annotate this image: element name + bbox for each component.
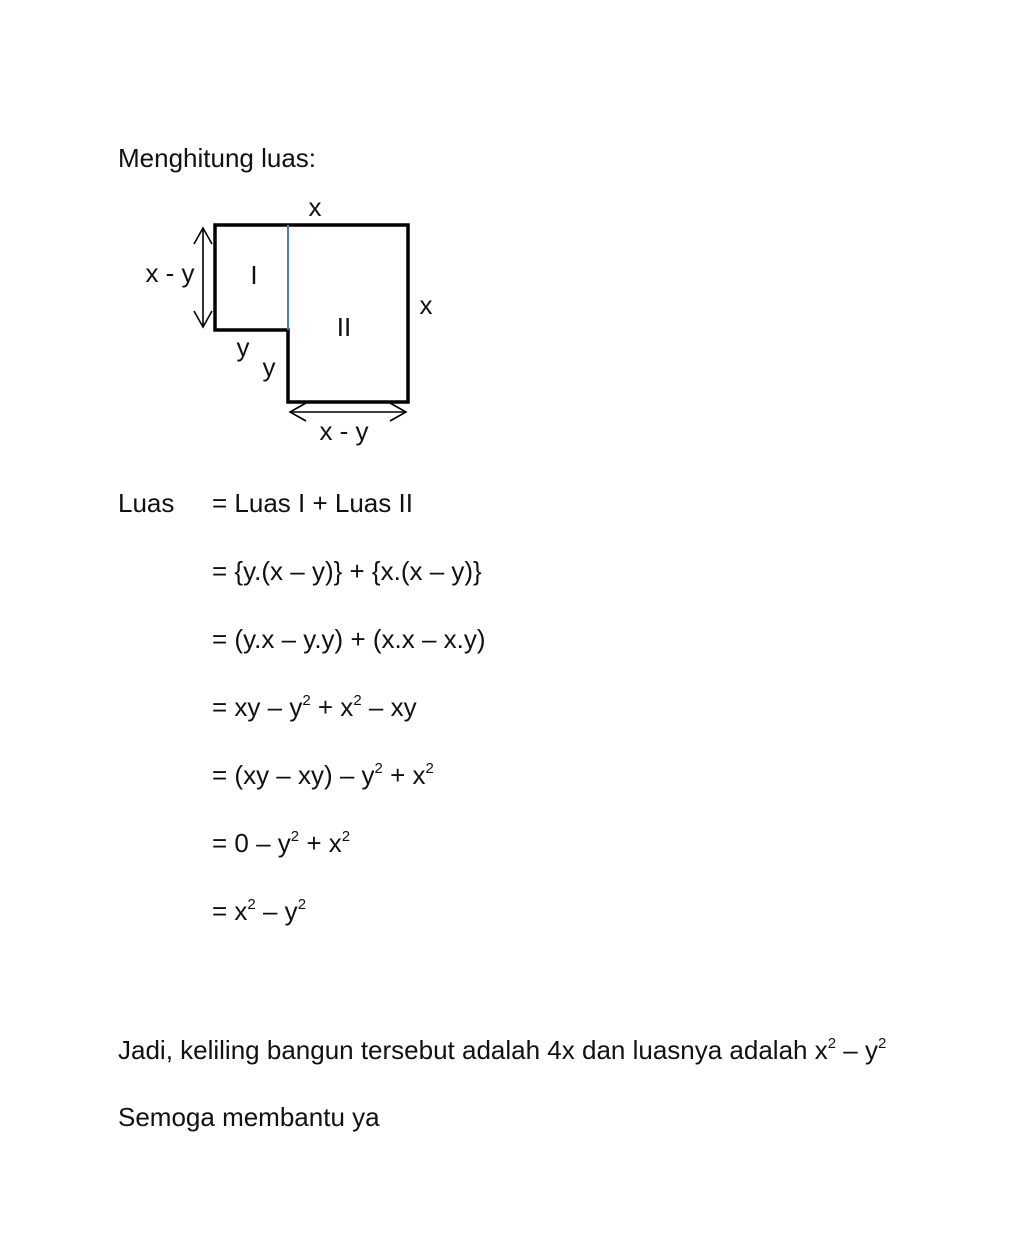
left-dimension-arrow — [194, 228, 212, 327]
label-region-1: I — [250, 260, 258, 290]
conclusion — [118, 1037, 886, 1063]
text-run: – y — [255, 896, 298, 926]
label-step-vertical: y — [262, 352, 276, 382]
label-left: x - y — [145, 258, 195, 288]
superscript: 2 — [878, 1035, 887, 1052]
superscript: 2 — [425, 760, 434, 777]
label-step-horizontal: y — [236, 332, 250, 362]
text-run: = (y.x – y.y) + (x.x – x.y) — [212, 624, 486, 654]
superscript: 2 — [290, 828, 300, 845]
superscript: 2 — [827, 1035, 837, 1052]
heading: Menghitung luas: — [118, 143, 317, 173]
calculation-step — [212, 828, 350, 859]
label-bottom: x - y — [319, 416, 369, 446]
superscript: 2 — [341, 828, 351, 845]
text-run: = Luas I + Luas II — [212, 488, 413, 518]
text-run: – y — [836, 1035, 878, 1065]
calculation-step — [212, 692, 417, 723]
calculation-step — [212, 896, 306, 927]
calculation-step — [212, 488, 413, 519]
text-run: + x — [299, 828, 342, 858]
text-run: = {y.(x – y)} + {x.(x – y)} — [212, 556, 482, 586]
text-run: + x — [382, 760, 426, 790]
label-top: x — [308, 192, 322, 222]
text-run: = 0 – y — [212, 828, 291, 858]
closing-text: Semoga membantu ya — [118, 1102, 380, 1132]
l-shape-figure — [130, 190, 450, 460]
label-right: x — [419, 290, 433, 320]
calculation-label: Luas — [118, 488, 175, 518]
superscript: 2 — [247, 896, 256, 913]
figure-outline — [215, 225, 408, 402]
label-region-2: II — [336, 312, 352, 342]
text-run: Jadi, keliling bangun tersebut adalah 4x dan luasnya adalah x — [118, 1035, 828, 1065]
calculation-step — [212, 556, 482, 587]
calculation-step — [212, 760, 434, 791]
text-run: = xy – y — [212, 692, 303, 722]
text-run: = (xy – xy) – y — [212, 760, 375, 790]
calculation-step — [212, 624, 486, 655]
text-run: = x — [212, 896, 248, 926]
superscript: 2 — [374, 760, 383, 777]
superscript: 2 — [353, 692, 362, 709]
superscript: 2 — [297, 896, 307, 913]
text-run: + x — [310, 692, 354, 722]
text-run: – xy — [361, 692, 417, 722]
superscript: 2 — [302, 692, 311, 709]
